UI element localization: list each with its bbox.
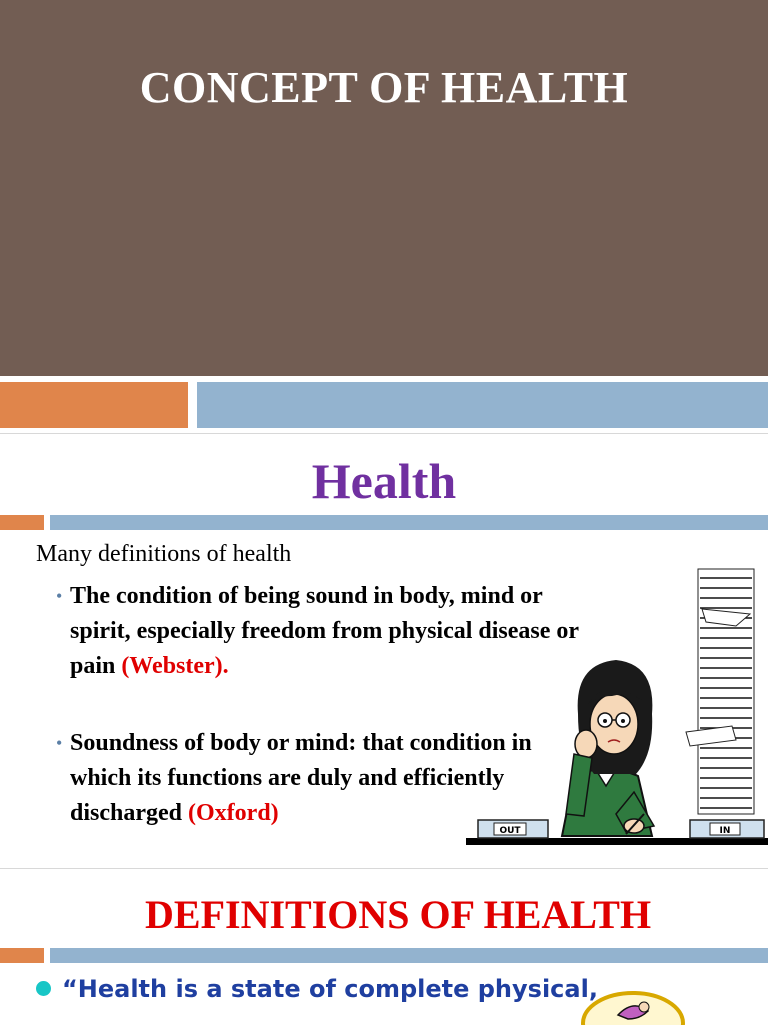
- definitions-slide: [0, 868, 768, 1025]
- cartoon-clipart: [578, 989, 688, 1025]
- definition-text: Soundness of body or mind: that condition in which its functions are duly and efficiently discharged: [70, 730, 532, 826]
- slide-heading: Health: [311, 453, 457, 509]
- health-slide: [0, 433, 768, 868]
- bullet-dot-icon: [36, 981, 51, 996]
- slide-heading: DEFINITIONS OF HEALTH: [145, 892, 652, 937]
- svg-text:OUT: OUT: [499, 826, 521, 836]
- intro-text: Many definitions of health: [36, 541, 292, 567]
- bullet-dot-icon: •: [56, 586, 63, 606]
- paper-stack-clipart: [686, 569, 754, 814]
- title-slide: [0, 0, 768, 430]
- bullet-dot-icon: •: [56, 733, 63, 753]
- accent-strip-blue: [50, 515, 768, 530]
- accent-bar-blue: [197, 382, 768, 428]
- accent-bar-orange: [0, 382, 188, 428]
- quote-text: “Health is a state of complete physical,: [62, 975, 598, 1003]
- definition-text: The condition of being sound in body, mind or spirit, especially freedom from physical disease or pain: [70, 583, 579, 679]
- stressed-office-worker-clipart: [466, 564, 768, 849]
- accent-strip-orange: [0, 948, 44, 963]
- definition-source: (Webster).: [121, 653, 229, 679]
- accent-strip-orange: [0, 515, 44, 530]
- title-panel: [0, 0, 768, 376]
- svg-text:IN: IN: [719, 826, 731, 836]
- accent-strip-blue: [50, 948, 768, 963]
- slide-title: CONCEPT OF HEALTH: [139, 63, 629, 112]
- definition-source: (Oxford): [188, 800, 279, 826]
